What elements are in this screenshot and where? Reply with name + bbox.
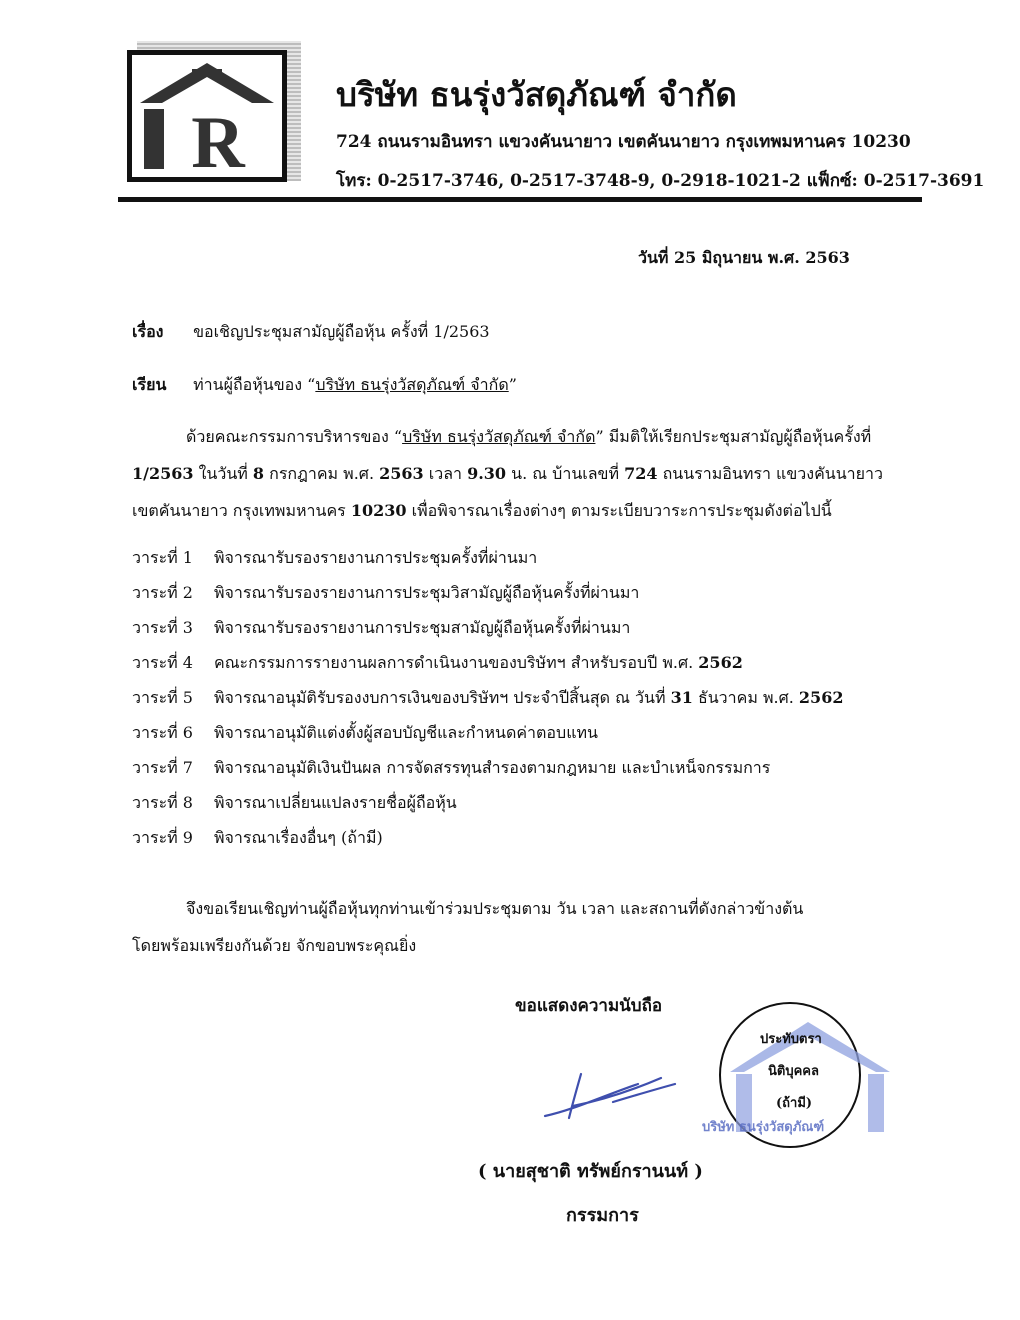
stamp-line-2: นิติบุคคล xyxy=(768,1064,819,1079)
signer-title: กรรมการ xyxy=(566,1205,639,1226)
header-divider xyxy=(118,197,922,202)
agenda-text: ธันวาคม พ.ศ. xyxy=(692,688,799,707)
agenda-number: วาระที่ 1 xyxy=(132,548,193,567)
agenda-number: วาระที่ 2 xyxy=(132,583,193,602)
agenda-item xyxy=(132,546,843,581)
agenda-item xyxy=(132,616,843,651)
agenda-text: พิจารณารับรองรายงานการประชุมสามัญผู้ถือหุ้นครั้งที่ผ่านมา xyxy=(214,618,631,637)
intro-text: ด้วยคณะกรรมการบริหารของ “ xyxy=(186,427,403,446)
agenda-number: วาระที่ 8 xyxy=(132,793,193,812)
intro-line-1 xyxy=(132,418,892,455)
stamp-line-1: ประทับตรา xyxy=(760,1032,822,1047)
agenda-number: วาระที่ 4 xyxy=(132,653,193,672)
agenda-text: พิจารณารับรองรายงานการประชุมวิสามัญผู้ถือหุ้นครั้งที่ผ่านมา xyxy=(214,583,640,602)
agenda-number: วาระที่ 9 xyxy=(132,828,193,847)
subject-label: เรื่อง xyxy=(132,322,164,341)
letter-date: วันที่ 25 มิถุนายน พ.ศ. 2563 xyxy=(638,248,850,267)
closing-line-1: จึงขอเรียนเชิญท่านผู้ถือหุ้นทุกท่านเข้าร่วมประชุมตาม วัน เวลา และสถานที่ดังกล่าวข้างต้น xyxy=(186,899,804,918)
agenda-list xyxy=(132,546,843,861)
intro-text: เพื่อพิจารณาเรื่องต่างๆ ตามระเบียบวาระการประชุมดังต่อไปนี้ xyxy=(406,501,832,520)
intro-company: บริษัท ธนรุ่งวัสดุภัณฑ์ จำกัด xyxy=(402,427,596,446)
handwritten-signature xyxy=(543,1066,678,1126)
intro-text: ในวันที่ xyxy=(193,464,253,483)
intro-line-2 xyxy=(132,455,892,492)
recipient-line xyxy=(132,373,517,398)
recipient-suffix: ” xyxy=(508,375,517,394)
company-name: บริษัท ธนรุ่งวัสดุภัณฑ์ จำกัด xyxy=(336,75,737,114)
agenda-item xyxy=(132,686,843,721)
agenda-item xyxy=(132,791,843,826)
agenda-item xyxy=(132,756,843,791)
agenda-text: พิจารณาอนุมัติแต่งตั้งผู้สอบบัญชีและกำหนดค่าตอบแทน xyxy=(214,723,598,742)
company-phones: โทร: 0-2517-3746, 0-2517-3748-9, 0-2918-1021-2 แฟ็กซ์: 0-2517-3691 xyxy=(336,171,985,191)
agenda-item xyxy=(132,826,843,861)
intro-text: กรกฎาคม พ.ศ. xyxy=(264,464,380,483)
agenda-item xyxy=(132,581,843,616)
agenda-year: 2562 xyxy=(798,688,844,707)
intro-text: น. ณ บ้านเลขที่ xyxy=(506,464,625,483)
agenda-item xyxy=(132,651,843,686)
agenda-text: คณะกรรมการรายงานผลการดำเนินงานของบริษัทฯ สำหรับรอบปี พ.ศ. xyxy=(214,653,699,672)
company-address: 724 ถนนรามอินทรา แขวงคันนายาว เขตคันนายาว กรุงเทพมหานคร 10230 xyxy=(336,132,911,152)
subject-text: ขอเชิญประชุมสามัญผู้ถือหุ้น ครั้งที่ 1/2563 xyxy=(193,322,490,341)
agenda-year: 2562 xyxy=(698,653,743,672)
regards-text: ขอแสดงความนับถือ xyxy=(515,996,663,1016)
postcode: 10230 xyxy=(350,501,407,520)
agenda-text: พิจารณาเปลี่ยนแปลงรายชื่อผู้ถือหุ้น xyxy=(214,793,457,812)
agenda-text: พิจารณารับรองรายงานการประชุมครั้งที่ผ่านมา xyxy=(214,548,538,567)
meeting-year: 2563 xyxy=(379,464,424,483)
house-r-logo-icon xyxy=(132,55,282,177)
closing-line-2: โดยพร้อมเพรียงกันด้วย จักขอบพระคุณยิ่ง xyxy=(132,936,417,955)
subject-line xyxy=(132,320,490,345)
intro-text: ” มีมติให้เรียกประชุมสามัญผู้ถือหุ้นครั้งที่ xyxy=(595,427,872,446)
stamp-seal-text: บริษัท ธนรุ่งวัสดุภัณฑ์ xyxy=(702,1120,825,1135)
agenda-number: วาระที่ 6 xyxy=(132,723,193,742)
house-number: 724 xyxy=(624,464,658,483)
signer-name: ( นายสุชาติ ทรัพย์กรานนท์ ) xyxy=(478,1161,703,1182)
agenda-number: วาระที่ 7 xyxy=(132,758,193,777)
agenda-day: 31 xyxy=(670,688,693,707)
stamp-line-3: (ถ้ามี) xyxy=(776,1096,813,1111)
agenda-number: วาระที่ 5 xyxy=(132,688,193,707)
intro-text: เขตคันนายาว กรุงเทพมหานคร xyxy=(132,501,351,520)
agenda-text: พิจารณาอนุมัติเงินปันผล การจัดสรรทุนสำรองตามกฎหมาย และบำเหน็จกรรมการ xyxy=(214,758,771,777)
recipient-label: เรียน xyxy=(132,375,167,394)
company-stamp xyxy=(702,1000,908,1150)
agenda-number: วาระที่ 3 xyxy=(132,618,193,637)
closing-paragraph xyxy=(132,890,892,964)
intro-text: ถนนรามอินทรา แขวงคันนายาว xyxy=(657,464,883,483)
agenda-text: พิจารณาอนุมัติรับรองงบการเงินของบริษัทฯ ประจำปีสิ้นสุด ณ วันที่ xyxy=(214,688,671,707)
agenda-item xyxy=(132,721,843,756)
intro-text: เวลา xyxy=(423,464,468,483)
company-logo xyxy=(127,50,287,182)
logo-letter: R xyxy=(191,102,245,177)
meeting-number: 1/2563 xyxy=(132,464,194,483)
intro-paragraph xyxy=(132,418,892,529)
meeting-time: 9.30 xyxy=(467,464,507,483)
agenda-text: พิจารณาเรื่องอื่นๆ (ถ้ามี) xyxy=(214,828,383,847)
intro-line-3 xyxy=(132,492,892,529)
meeting-day: 8 xyxy=(252,464,265,483)
recipient-prefix: ท่านผู้ถือหุ้นของ “ xyxy=(193,375,316,394)
recipient-company: บริษัท ธนรุ่งวัสดุภัณฑ์ จำกัด xyxy=(315,375,509,394)
